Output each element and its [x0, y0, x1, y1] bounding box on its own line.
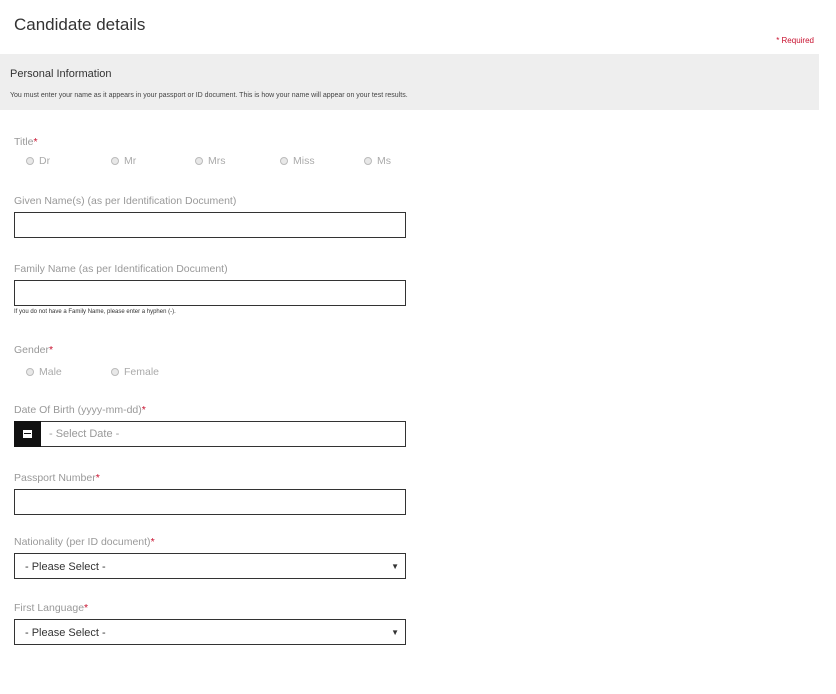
- family-name-input[interactable]: [14, 280, 406, 306]
- family-name-label: Family Name (as per Identification Document): [14, 263, 228, 275]
- passport-number-label-text: Passport Number: [14, 472, 96, 484]
- personal-information-heading: Personal Information: [10, 68, 112, 80]
- title-radio-miss[interactable]: [280, 155, 315, 167]
- date-of-birth-field[interactable]: [14, 421, 406, 447]
- given-name-input[interactable]: [14, 212, 406, 238]
- required-asterisk: *: [95, 472, 100, 484]
- radio-button[interactable]: [26, 157, 34, 165]
- title-radio-mr[interactable]: [111, 155, 136, 167]
- given-name-label: Given Name(s) (as per Identification Document): [14, 195, 237, 207]
- radio-label: Female: [124, 366, 160, 378]
- passport-number-input[interactable]: [14, 489, 406, 515]
- calendar-icon: [23, 430, 32, 438]
- passport-number-label: [14, 472, 100, 484]
- gender-radio-female[interactable]: [111, 366, 159, 378]
- nationality-label-text: Nationality (per ID document): [14, 536, 151, 548]
- first-language-label-text: First Language: [14, 602, 85, 614]
- radio-label: Miss: [293, 155, 315, 167]
- title-label: [14, 136, 38, 148]
- nationality-label: [14, 536, 155, 548]
- radio-label: Ms: [377, 155, 391, 167]
- required-asterisk: *: [33, 136, 38, 148]
- personal-information-panel: [0, 54, 819, 110]
- date-picker-button[interactable]: [14, 421, 41, 447]
- first-language-label: [14, 602, 88, 614]
- radio-label: Mrs: [208, 155, 226, 167]
- title-radio-dr[interactable]: [26, 155, 50, 167]
- required-note: * Required: [776, 36, 814, 45]
- required-asterisk: *: [150, 536, 155, 548]
- nationality-select[interactable]: [14, 553, 406, 579]
- radio-button[interactable]: [364, 157, 372, 165]
- title-radio-mrs[interactable]: [195, 155, 226, 167]
- chevron-down-icon: ▼: [391, 562, 399, 571]
- first-language-selected-value: - Please Select -: [25, 627, 106, 639]
- nationality-selected-value: - Please Select -: [25, 561, 106, 573]
- required-asterisk: *: [84, 602, 89, 614]
- gender-radio-male[interactable]: [26, 366, 62, 378]
- page-title: Candidate details: [14, 15, 146, 34]
- date-of-birth-label-text: Date Of Birth (yyyy-mm-dd): [14, 404, 142, 416]
- required-asterisk: *: [141, 404, 146, 416]
- radio-label: Dr: [39, 155, 51, 167]
- first-language-select[interactable]: [14, 619, 406, 645]
- radio-button[interactable]: [280, 157, 288, 165]
- date-of-birth-label: [14, 404, 146, 416]
- personal-information-description: You must enter your name as it appears in your passport or ID document. This is how your name will appear on your test results.: [10, 92, 408, 99]
- radio-button[interactable]: [111, 368, 119, 376]
- date-of-birth-input[interactable]: [49, 422, 399, 446]
- required-asterisk: *: [49, 344, 54, 356]
- title-radio-ms[interactable]: [364, 155, 391, 167]
- gender-label-text: Gender: [14, 344, 50, 356]
- family-name-hint: If you do not have a Family Name, please enter a hyphen (-).: [14, 309, 176, 315]
- chevron-down-icon: ▼: [391, 628, 399, 637]
- gender-label: [14, 344, 53, 356]
- radio-label: Mr: [124, 155, 137, 167]
- radio-label: Male: [39, 366, 62, 378]
- radio-button[interactable]: [111, 157, 119, 165]
- title-label-text: Title: [14, 136, 34, 148]
- radio-button[interactable]: [195, 157, 203, 165]
- radio-button[interactable]: [26, 368, 34, 376]
